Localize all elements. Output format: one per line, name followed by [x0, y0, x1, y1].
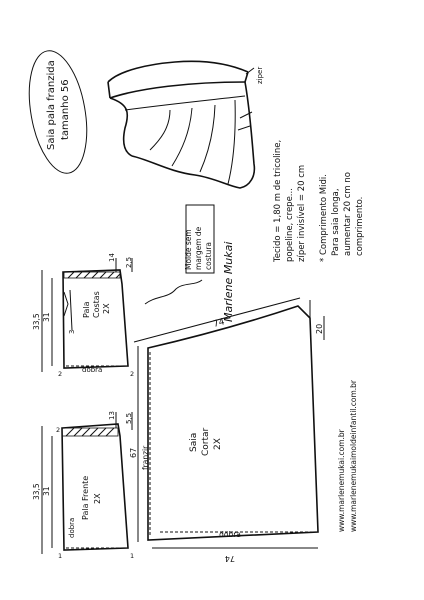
- pala-frente-dim-bottom-right: 1: [130, 552, 135, 560]
- pala-frente-dim-bottom-left: 1: [58, 552, 63, 560]
- pala-costas-label-3: 2X: [102, 303, 111, 314]
- saia-fold: dobra: [219, 530, 241, 539]
- title-line-1: Saia pala franzida: [46, 60, 57, 150]
- pala-costas-dim-bottom-left: 2: [58, 370, 63, 378]
- pala-frente-fold: dobra: [68, 517, 76, 538]
- pala-costas-label-1: Pala: [82, 301, 91, 318]
- signature: Marlene Mukai: [222, 241, 235, 322]
- note-block: [184, 226, 213, 270]
- note-line-1: Molde sem: [184, 229, 193, 270]
- materials-block: [273, 140, 365, 263]
- pala-frente-dim-width: 13: [108, 411, 116, 420]
- pala-frente-label-2: 2X: [93, 493, 102, 504]
- saia-dim-left: 67: [129, 447, 138, 458]
- materials-line-2: popeline, crepe...: [285, 188, 295, 262]
- pala-costas-fold: dobra: [82, 366, 103, 374]
- title-line-2: tamanho 56: [60, 79, 71, 140]
- pala-frente-dim-top-left: 2: [56, 426, 61, 434]
- pala-frente-dim-outer: 33,5: [32, 483, 41, 500]
- saia-label-1: Saia: [189, 432, 199, 452]
- pala-costas-dim-left: 3: [68, 329, 76, 334]
- pala-frente-label-1: Pala Frente: [81, 475, 90, 520]
- pala-costas-label: [82, 291, 111, 318]
- materials-line-6: aumentar 20 cm no: [343, 172, 353, 256]
- materials-line-5: Para saia longa,: [331, 188, 341, 256]
- title-block: [21, 46, 96, 177]
- saia-label: [189, 427, 223, 456]
- saia-dim-bottom: 74: [224, 554, 235, 563]
- saia-dim-right: 20: [315, 323, 324, 334]
- pala-costas-dim-width: 14: [108, 253, 116, 262]
- ziper-label: ziper: [256, 66, 264, 84]
- materials-line-3: zíper invisível = 20 cm: [297, 164, 307, 262]
- saia-label-2: Cortar: [201, 427, 211, 456]
- skirt-illustration: [108, 61, 254, 188]
- title-oval: [21, 46, 96, 177]
- materials-line-7: comprimento.: [355, 196, 365, 256]
- pala-frente-label: [81, 476, 102, 520]
- pala-costas-dim-outer: 33,5: [32, 313, 41, 330]
- website-1: www.marlenemukai.com.br: [337, 429, 346, 532]
- saia-franzir: franzir: [141, 445, 150, 470]
- materials-line-4: * Comprimento Midi.: [319, 174, 329, 262]
- website-2: www.marlenemukaimoldeinfantil.com.br: [349, 379, 358, 532]
- note-line-3: costura: [204, 242, 213, 270]
- pala-frente-dim-top-right: 5,5: [125, 412, 133, 424]
- signature-flourish: [145, 280, 202, 304]
- saia-dim-top: 74: [212, 317, 226, 330]
- pala-costas-dim-top-right: 2,5: [125, 256, 133, 268]
- note-line-2: margem de: [194, 226, 203, 270]
- saia-piece: [134, 298, 324, 548]
- pala-costas-dim-inner: 31: [42, 312, 51, 322]
- pala-costas-dim-bottom-right: 2: [130, 370, 135, 378]
- websites-block: [337, 379, 358, 532]
- pala-costas-label-2: Costas: [92, 291, 101, 318]
- saia-label-3: 2X: [213, 438, 223, 450]
- materials-line-1: Tecido = 1,80 m de tricoline,: [273, 139, 283, 262]
- pala-frente-dim-inner: 31: [42, 486, 51, 496]
